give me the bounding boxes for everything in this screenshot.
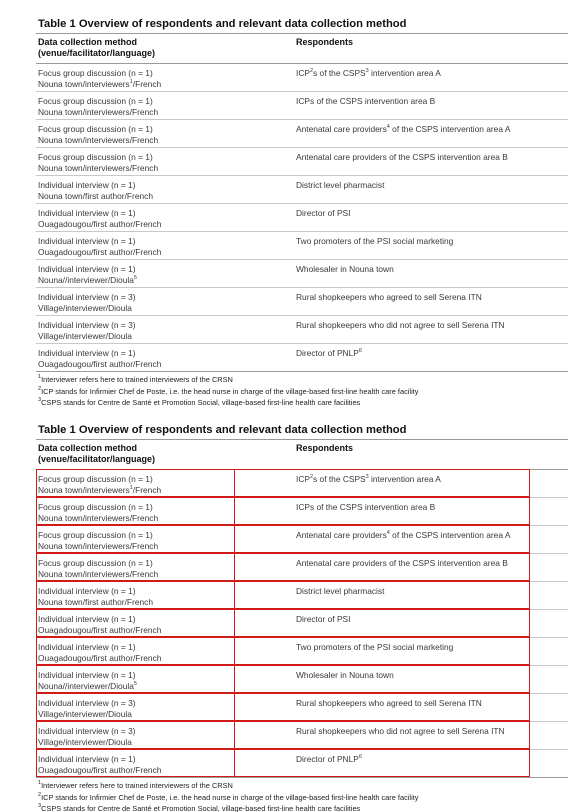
table-cell-text: Ouagadougou/first author/French: [38, 652, 162, 663]
table-cell-text: Nouna town/interviewers/French: [38, 162, 159, 173]
table-bottom-rule: [36, 371, 568, 372]
table-cell-text: Individual interview (n = 1): [38, 614, 136, 624]
table-row: [36, 204, 568, 232]
table-row: [36, 120, 568, 148]
row-highlight-box: [36, 637, 530, 665]
table-cell-text: CSPS stands for Centre de Santé et Promotion Social, village-based first-line health care facilities: [41, 804, 361, 812]
table-cell-text: 3: [38, 803, 42, 809]
table-cell-text: Two promoters of the PSI social marketing: [296, 236, 454, 246]
table-cell-text: Wholesaler in Nouna town: [296, 264, 394, 274]
row-highlight-box: [36, 553, 530, 581]
row-highlight-box: [36, 693, 530, 721]
table-cell-text: Nouna town/interviewers: [38, 78, 130, 89]
table-cell-text: Ouagadougou/first author/French: [38, 218, 162, 229]
row-highlight-box: [36, 721, 530, 749]
table-panel-annotated: [0, 406, 568, 812]
table-cell-text: Antenatal care providers of the CSPS intervention area B: [296, 558, 508, 568]
table-cell-text: (venue/facilitator/language): [38, 48, 156, 58]
table-top-rule: [36, 33, 568, 34]
column-header-method: [38, 37, 155, 59]
table-cell-text: Rural shopkeepers who agreed to sell Serena ITN: [296, 292, 482, 302]
footnote: [38, 386, 418, 398]
table-cell-text: Individual interview (n = 1): [38, 642, 136, 652]
table-cell-text: Director of PSI: [296, 208, 351, 218]
table-cell-text: Focus group discussion (n = 1): [38, 530, 153, 540]
table-cell-text: Focus group discussion (n = 1): [38, 474, 153, 484]
table-cell-text: Focus group discussion (n = 1): [38, 68, 153, 78]
table-cell-text: Individual interview (n = 3): [38, 320, 136, 330]
table-cell-text: Rural shopkeepers who did not agree to sell Serena ITN: [296, 726, 505, 736]
table-cell-text: 2: [309, 474, 314, 480]
table-cell-text: Nouna town/first author/French: [38, 596, 153, 607]
table-cell-text: Ouagadougou/first author/French: [38, 764, 162, 775]
table-cell-text: District level pharmacist: [296, 586, 385, 596]
footnote: [38, 397, 418, 406]
table-cell-text: Individual interview (n = 3): [38, 726, 136, 736]
table-cell-text: Individual interview (n = 3): [38, 292, 136, 302]
footnotes: [38, 374, 418, 406]
table-cell-text: 4: [386, 530, 390, 536]
table-cell-text: Individual interview (n = 1): [38, 754, 136, 764]
table-cell-text: 3: [365, 68, 369, 74]
table-cell-text: Ouagadougou/first author/French: [38, 358, 162, 369]
table-cell-text: Interviewer refers here to trained interviewers of the CRSN: [41, 375, 233, 384]
table-cell-text: 4: [386, 124, 390, 130]
table-cell-text: 1: [38, 780, 42, 786]
table-cell-text: Data collection method: [38, 37, 138, 47]
table-cell-text: Focus group discussion (n = 1): [38, 96, 153, 106]
table-cell-text: ICPs of the CSPS intervention area B: [296, 502, 436, 512]
table-cell-text: Director of PNLP: [296, 754, 359, 764]
table-row: [36, 344, 568, 372]
table-bottom-rule: [36, 777, 568, 778]
table-cell-text: Antenatal care providers: [296, 124, 387, 134]
table-cell-text: Antenatal care providers: [296, 530, 387, 540]
table-cell-text: Individual interview (n = 3): [38, 698, 136, 708]
table-cell-text: Antenatal care providers of the CSPS intervention area B: [296, 152, 508, 162]
table-cell-text: 3: [38, 397, 42, 403]
table-cell-text: Focus group discussion (n = 1): [38, 124, 153, 134]
table-cell-text: /French: [132, 484, 162, 495]
table-cell-text: District level pharmacist: [296, 180, 385, 190]
table-cell-text: 2: [309, 68, 314, 74]
table-cell-text: Rural shopkeepers who did not agree to sell Serena ITN: [296, 320, 505, 330]
table-row: [36, 232, 568, 260]
table-cell-text: /French: [132, 78, 162, 89]
table-cell-text: Director of PNLP: [296, 348, 359, 358]
table-cell-text: Village/interviewer/Dioula: [38, 330, 132, 341]
table-cell-text: Nouna town/interviewers/French: [38, 134, 159, 145]
table-cell-text: ICP stands for Infirmier Chef de Poste, i.e. the head nurse in charge of the village-based first-line health care facility: [41, 386, 419, 396]
table-cell-text: 5: [133, 274, 137, 281]
table-cell-text: Individual interview (n = 1): [38, 348, 136, 358]
table-cell-text: Nouna//interviewer/Dioula: [38, 680, 134, 691]
table-cell-text: Two promoters of the PSI social marketing: [296, 642, 454, 652]
table-cell-text: Individual interview (n = 1): [38, 670, 136, 680]
table-cell-text: 2: [38, 791, 42, 798]
row-highlight-box: [36, 497, 530, 525]
table-cell-text: of the CSPS intervention area A: [389, 124, 511, 134]
table-cell-text: Nouna town/interviewers/French: [38, 512, 159, 523]
footnote: [38, 374, 418, 386]
row-highlight-box: [36, 469, 530, 497]
table-cell-text: intervention area A: [368, 474, 441, 484]
table-cell-text: 5: [133, 680, 137, 687]
table-cell-text: ICPs of the CSPS intervention area B: [296, 96, 436, 106]
table-cell-text: Village/interviewer/Dioula: [38, 736, 132, 747]
table-cell-text: Individual interview (n = 1): [38, 264, 136, 274]
table-cell-text: Rural shopkeepers who agreed to sell Serena ITN: [296, 698, 482, 708]
table-cell-text: 1: [129, 78, 133, 85]
table-cell-text: Nouna town/first author/French: [38, 190, 153, 201]
table-cell-text: Village/interviewer/Dioula: [38, 708, 132, 719]
table-cell-text: (venue/facilitator/language): [38, 454, 156, 464]
table-cell-text: Focus group discussion (n = 1): [38, 502, 153, 512]
footnote: [38, 792, 418, 804]
table-cell-text: Ouagadougou/first author/French: [38, 624, 162, 635]
footnote: [38, 803, 418, 812]
table-cell-text: Focus group discussion (n = 1): [38, 152, 153, 162]
table-cell-text: Nouna town/interviewers/French: [38, 106, 159, 117]
row-highlight-box: [36, 749, 530, 777]
row-highlight-box: [36, 525, 530, 553]
table-row: [36, 92, 568, 120]
column-header-respondents: Respondents: [296, 37, 354, 47]
table-cell-text: s of the CSPS: [313, 474, 366, 484]
table-cell-text: CSPS stands for Centre de Santé et Promotion Social, village-based first-line health care facilities: [41, 398, 361, 406]
table-cell-text: Focus group discussion (n = 1): [38, 558, 153, 568]
table-row: [36, 288, 568, 316]
table-cell-text: Individual interview (n = 1): [38, 180, 136, 190]
table-cell-text: Nouna town/interviewers/French: [38, 540, 159, 551]
row-highlight-box: [36, 609, 530, 637]
table-cell-text: ICP: [296, 474, 310, 484]
table-cell-text: Individual interview (n = 1): [38, 208, 136, 218]
table-cell-text: Individual interview (n = 1): [38, 586, 136, 596]
table-cell-text: Interviewer refers here to trained interviewers of the CRSN: [41, 781, 233, 790]
table-row: [36, 260, 568, 288]
table-row: [36, 316, 568, 344]
column-header-respondents: Respondents: [296, 443, 354, 453]
table-top-rule: [36, 439, 568, 440]
table-cell-text: 6: [358, 348, 362, 354]
table-cell-text: of the CSPS intervention area A: [389, 530, 511, 540]
table-cell-text: 6: [358, 754, 362, 760]
table-cell-text: Ouagadougou/first author/French: [38, 246, 162, 257]
table-cell-text: Wholesaler in Nouna town: [296, 670, 394, 680]
row-highlight-box: [36, 665, 530, 693]
table-cell-text: 3: [365, 474, 369, 480]
table-cell-text: Nouna//interviewer/Dioula: [38, 274, 134, 285]
table-cell-text: s of the CSPS: [313, 68, 366, 78]
table-cell-text: ICP: [296, 68, 310, 78]
table-title: Table 1 Overview of respondents and relevant data collection method: [38, 18, 407, 30]
table-cell-text: Village/interviewer/Dioula: [38, 302, 132, 313]
table-cell-text: Director of PSI: [296, 614, 351, 624]
table-title: Table 1 Overview of respondents and relevant data collection method: [38, 424, 407, 436]
table-row: [36, 176, 568, 204]
table-cell-text: Nouna town/interviewers/French: [38, 568, 159, 579]
table-cell-text: Nouna town/interviewers: [38, 484, 130, 495]
table-row: [36, 148, 568, 176]
column-divider-highlight: [234, 469, 235, 777]
footnotes: [38, 780, 418, 812]
table-cell-text: 1: [129, 484, 133, 491]
row-highlight-box: [36, 581, 530, 609]
table-cell-text: 1: [38, 374, 42, 380]
column-header-method: [38, 443, 155, 465]
footnote: [38, 780, 418, 792]
table-cell-text: intervention area A: [368, 68, 441, 78]
table-cell-text: ICP stands for Infirmier Chef de Poste, i.e. the head nurse in charge of the village-based first-line health care facility: [41, 792, 419, 802]
table-cell-text: 2: [38, 385, 42, 392]
table-cell-text: Individual interview (n = 1): [38, 236, 136, 246]
table-row: [36, 64, 568, 92]
table-cell-text: Data collection method: [38, 443, 138, 453]
